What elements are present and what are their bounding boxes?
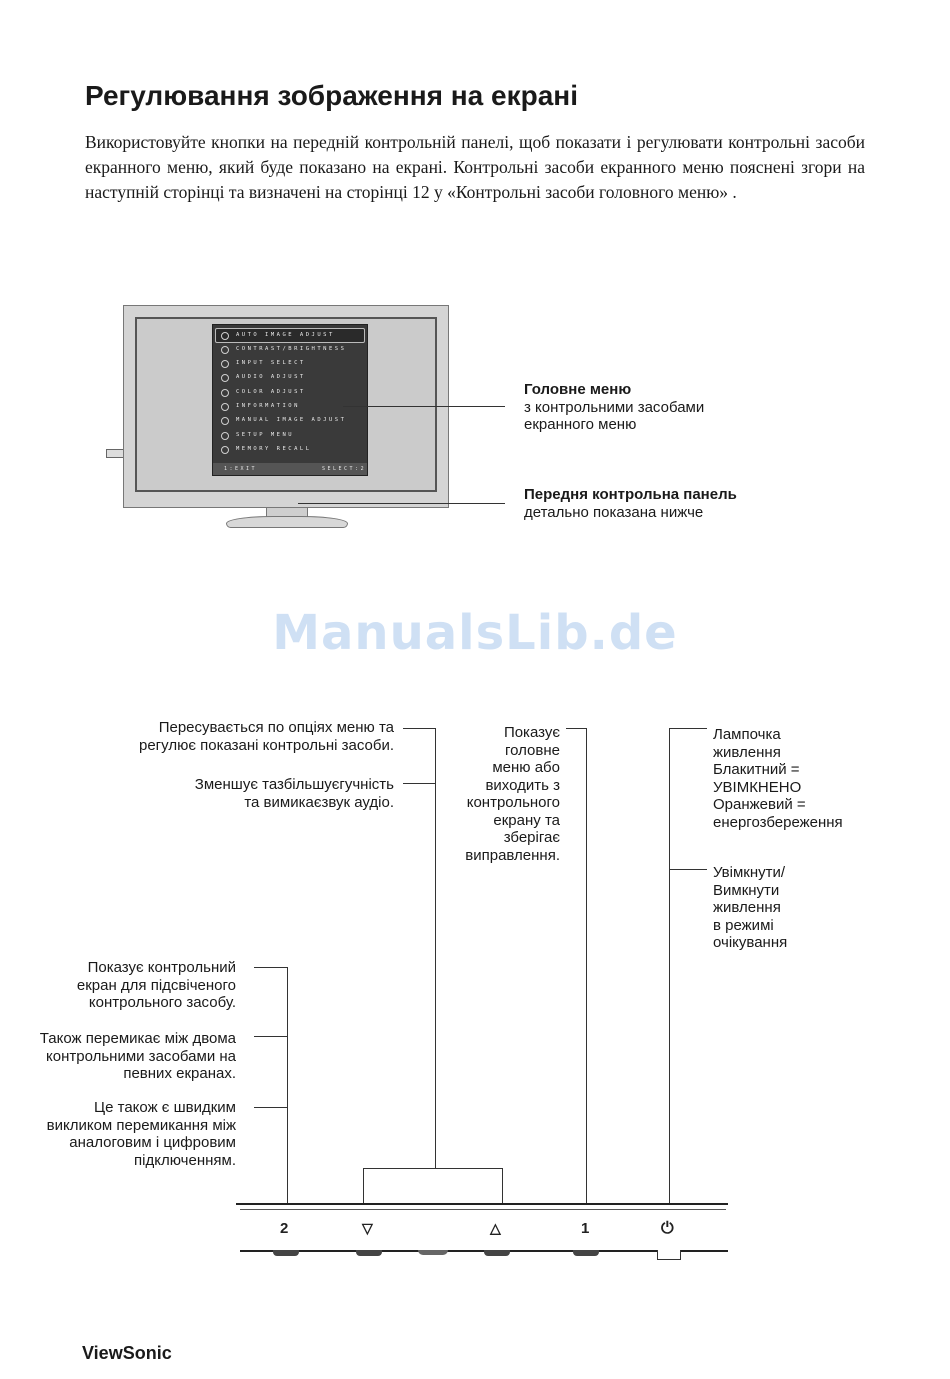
power-button-line: очікування — [713, 934, 788, 951]
button2-desc2-line: певних екранах. — [123, 1065, 236, 1082]
power-light-line: УВІМКНЕНО — [713, 778, 802, 796]
button-down[interactable] — [356, 1250, 382, 1256]
osd-information-icon — [221, 403, 229, 411]
power-button-line: в режимі — [713, 916, 774, 934]
osd-item-color-adjust: COLOR ADJUST — [236, 389, 306, 395]
button-2[interactable] — [273, 1250, 299, 1256]
power-button-label: ⏻ — [661, 1220, 674, 1237]
power-button-line: живлення — [713, 899, 781, 916]
button-1-label: 1 — [581, 1220, 590, 1237]
button2-description-3 — [47, 1099, 236, 1169]
leader-power-light — [669, 728, 707, 729]
callout-front-panel-title: Передня контрольна панель — [524, 486, 737, 503]
arrows-audio-line1: Зменшує тазбільшуєгучність — [194, 776, 394, 793]
leader-button1-top — [566, 728, 587, 729]
osd-item-setup-menu: SETUP MENU — [236, 432, 295, 438]
arrows-audio-description — [195, 776, 394, 811]
osd-item-input-select: INPUT SELECT — [236, 360, 306, 366]
leader-button1-vertical — [586, 728, 587, 1203]
footer-brand: ViewSonic — [82, 1343, 172, 1363]
callout-main-menu-title: Головне меню — [524, 381, 632, 398]
button1-desc-line: головне — [504, 741, 560, 759]
power-light-description — [713, 726, 843, 831]
button2-desc3-line: викликом перемикання між — [46, 1116, 236, 1134]
leader-arrows-vertical — [435, 728, 436, 1169]
osd-memory-icon — [221, 446, 229, 454]
osd-item-audio-adjust: AUDIO ADJUST — [236, 374, 306, 380]
power-button-line: Вимкнути — [713, 881, 780, 899]
arrows-audio-line2: та вимикаєзвук аудіо. — [244, 793, 394, 811]
osd-item-contrast-brightness: CONTRAST/BRIGHTNESS — [236, 346, 347, 352]
panel-top-edge — [236, 1203, 728, 1205]
button-down-label: ▽ — [362, 1220, 373, 1236]
button1-desc-line: виходить з — [485, 776, 560, 794]
button-up[interactable] — [484, 1250, 510, 1256]
osd-item-manual-image-adjust: MANUAL IMAGE ADJUST — [236, 417, 347, 423]
arrows-description — [139, 719, 394, 754]
leader-button2-vertical — [287, 967, 288, 1203]
sensor-window — [418, 1250, 448, 1255]
power-light-line: енергозбереження — [713, 813, 843, 831]
osd-audio-icon — [221, 374, 229, 382]
osd-item-information: INFORMATION — [236, 403, 300, 409]
callout-line-front-panel — [298, 503, 505, 504]
power-button[interactable] — [657, 1250, 681, 1260]
button1-desc-line: зберігає — [503, 829, 560, 846]
button1-desc-line: екрану та — [493, 811, 560, 829]
button1-desc-line: виправлення. — [465, 846, 560, 864]
osd-item-memory-recall: MEMORY RECALL — [236, 446, 312, 452]
button2-desc3-line: аналоговим і цифровим — [69, 1134, 236, 1151]
callout-front-panel-line1: детально показана нижче — [524, 503, 704, 521]
button-1[interactable] — [573, 1250, 599, 1256]
button2-desc2-line: Також перемикає між двома — [39, 1030, 236, 1047]
power-light-line: Оранжевий = — [713, 796, 806, 813]
arrows-desc-line2: регулює показані контрольні засоби. — [139, 736, 394, 754]
button2-desc3-line: Це також є швидким — [94, 1099, 236, 1116]
osd-footer-select: SELECT:2 — [322, 466, 367, 472]
leader-power-vertical — [669, 728, 670, 1203]
button-2-label: 2 — [280, 1220, 289, 1237]
callout-main-menu — [524, 381, 704, 434]
power-button-line: Увімкнути/ — [713, 864, 786, 881]
osd-item-auto-image-adjust: AUTO IMAGE ADJUST — [236, 332, 335, 338]
button2-description-2 — [40, 1030, 236, 1083]
leader-power-button — [669, 869, 707, 870]
power-light-line: живлення — [713, 743, 781, 761]
callout-front-panel — [524, 486, 737, 521]
callout-line-main-menu — [343, 406, 505, 407]
power-light-line: Блакитний = — [713, 761, 800, 778]
monitor-base — [226, 516, 348, 528]
power-button-description — [713, 864, 787, 952]
panel-top-edge-shadow — [240, 1209, 726, 1210]
osd-footer-exit: 1:EXIT — [224, 466, 258, 472]
callout-main-menu-line2: екранного меню — [524, 416, 637, 433]
callout-main-menu-line1: з контрольними засобами — [524, 398, 705, 416]
button1-description — [465, 724, 560, 864]
intro-paragraph: Використовуйте кнопки на передній контрольній панелі, щоб показати і регулювати контрольні засоби екранного меню, який буде показано на екрані. Контрольні засоби екранного меню пояснені згори на наступній сторінці та визначені на сторінці 12 у «Контрольні засоби головного меню» . — [85, 132, 865, 202]
button1-desc-line: Показує — [503, 724, 560, 741]
leader-arrows-top — [403, 728, 435, 729]
leader-button2-3 — [254, 1107, 288, 1108]
leader-arrows-mid — [403, 783, 435, 784]
watermark: ManualsLib.de — [272, 605, 678, 661]
leader-arrows-bracket-left — [363, 1168, 364, 1203]
osd-setup-icon — [221, 432, 229, 440]
osd-auto-image-icon — [221, 332, 229, 340]
button2-description-1 — [77, 959, 236, 1012]
button1-desc-line: меню або — [492, 759, 560, 776]
power-light-line: Лампочка — [713, 726, 781, 743]
button2-desc2-line: контрольними засобами на — [46, 1047, 236, 1065]
leader-arrows-bracket-top — [363, 1168, 503, 1169]
leader-button2-1 — [254, 967, 288, 968]
button2-desc1-line: Показує контрольний — [87, 959, 236, 976]
button2-desc3-line: підключенням. — [134, 1151, 236, 1169]
osd-contrast-icon — [221, 346, 229, 354]
button2-desc1-line: контрольного засобу. — [88, 994, 236, 1011]
arrows-desc-line1: Пересувається по опціях меню та — [158, 719, 394, 736]
page-title: Регулювання зображення на екрані — [85, 80, 578, 111]
leader-button2-2 — [254, 1036, 288, 1037]
osd-input-icon — [221, 360, 229, 368]
button1-desc-line: контрольного — [466, 794, 560, 811]
osd-manual-image-icon — [221, 417, 229, 425]
button-up-label: △ — [490, 1220, 501, 1236]
leader-arrows-bracket-right — [502, 1168, 503, 1203]
button2-desc1-line: екран для підсвіченого — [76, 976, 236, 994]
osd-color-icon — [221, 389, 229, 397]
